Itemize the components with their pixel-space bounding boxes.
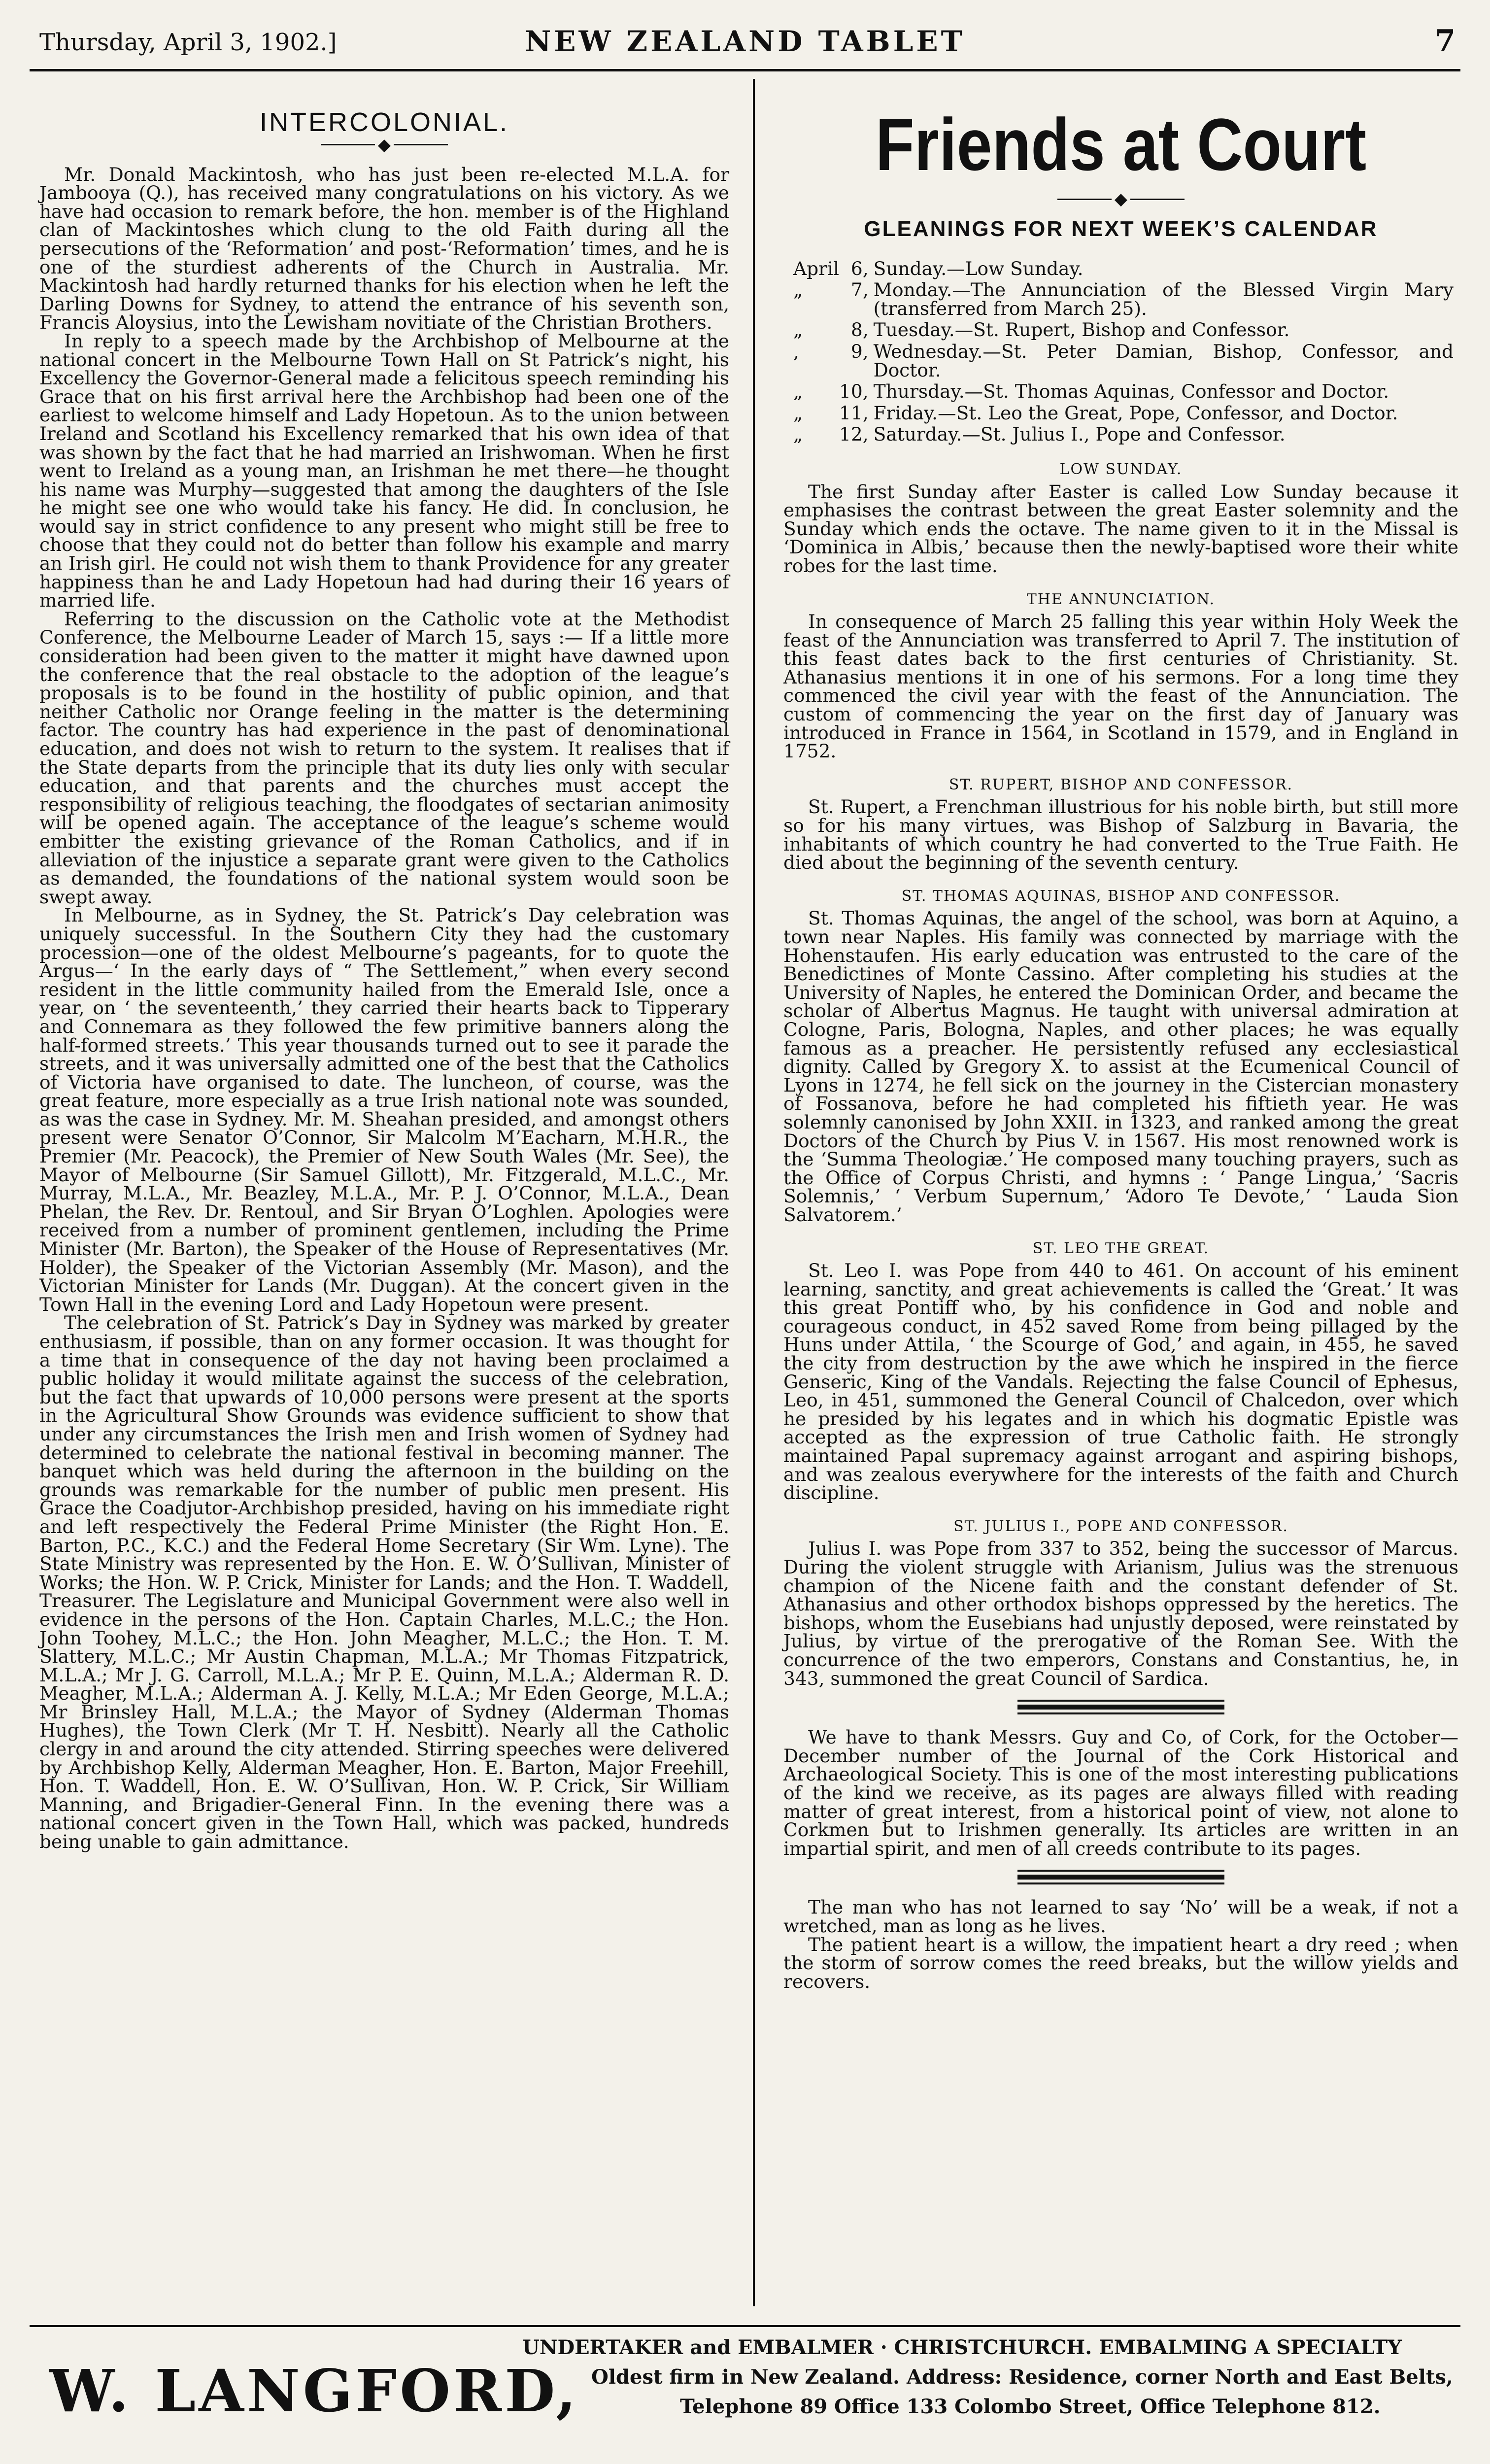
thanks-paragraph: We have to thank Messrs. Guy and Co, of Cork, for the October—December number of the Journal of the Cork Historical and Archaeological Society. This is one of the most interesting publications of the kind we receive, as its pages are always filled with reading matter of great interest, from a historical point of view, not alone to Corkmen but to Irishmen generally. Its articles are written in an impartial spirit, and men of all creeds contribute to its pages. <box>783 1726 1458 1859</box>
calendar-day: 8, <box>850 319 869 341</box>
undertaker-advertisement <box>30 2325 1460 2455</box>
intercolonial-paragraph: Referring to the discussion on the Catholic vote at the Methodist Conference, the Melbourne Leader of March 15, says :— If a little more consideration had been given to the matter it might have dawned upon the conference that the real obstacle to the adoption of the league’s proposals is to be found in the hostility of public opinion, and that neither Catholic nor Orange feeling in the matter is the determining factor. The country has had experience in the past of denominational education, and does not wish to return to the system. It realises that if the State departs from the principle that its duty lies only with secular education, and that parents and the churches must accept the responsibility of religious teaching, the floodgates of sectarian animosity will be opened again. The acceptance of the league’s scheme would embitter the existing grievance of the Roman Catholics, and if in alleviation of the injustice a separate grant were given to the Catholics as demanded, the foundations of the national system would soon be swept away. <box>39 608 729 908</box>
diamond-ornament-icon: ◆ <box>377 135 391 155</box>
advert-name: W. LANGFORD, <box>49 2357 579 2425</box>
calendar-month: „ <box>793 380 803 403</box>
section-heading: THE ANNUNCIATION. <box>1026 590 1216 608</box>
newspaper-page <box>30 15 1460 2461</box>
saying-paragraph: The patient heart is a willow, the impatient heart a dry reed ; when the storm of sorrow comes the reed breaks, but the willow yields and recovers. <box>783 1933 1458 1992</box>
calendar-day: 9, <box>850 340 869 362</box>
gleanings-subtitle: GLEANINGS FOR NEXT WEEK’S CALENDAR <box>864 217 1378 241</box>
calendar-row <box>793 424 1468 445</box>
section-heading: ST. RUPERT, BISHOP AND CONFESSOR. <box>948 776 1293 793</box>
section-heading: ST. LEO THE GREAT. <box>1032 1239 1210 1257</box>
section-text: St. Leo I. was Pope from 440 to 461. On account of his eminent learning, sanctity, and great achievements is called the ‘Great.’ It was this great Pontiff who, by his confidence in God and noble and courageous conduct, in 452 saved Rome from being pillaged by the Huns under Attila, ‘ the Scourge of God,’ and again, in 455, he saved the city from destruction by the awe which he inspired in the fierce Genseric, King of the Vandals. Rejecting the false Council of Ephesus, Leo, in 451, summoned the General Council of Chalcedon, over which he presided by his legates and in which his dogmatic Epistle was accepted as the expression of true Catholic faith. He strongly maintained Papal supremacy against arrogant and aspiring bishops, and was zealous everywhere for the interests of the faith and Church discipline. <box>783 1260 1458 1504</box>
calendar-table <box>793 258 1468 445</box>
newspaper-title: NEW ZEALAND TABLET <box>525 25 965 58</box>
calendar-entry: Sunday.—Low Sunday. <box>873 257 1084 279</box>
calendar-entry: Thursday.—St. Thomas Aquinas, Confessor and Doctor. <box>873 380 1389 403</box>
calendar-month: „ <box>793 319 803 341</box>
intercolonial-paragraph: Mr. Donald Mackintosh, who has just been re-elected M.L.A. for Jambooya (Q.), has received many congratulations on his victory. As we have had occasion to remark before, the hon. member is of the Highland clan of Mackintoshes which clung to the old Faith during all the persecutions of the ‘Reformation’ and post-‘Reformation’ times, and he is one of the sturdiest adherents of the Church in Australia. Mr. Mackintosh had hardly returned thanks for his election when he left the Darling Downs for Sydney, to attend the entrance of his seventh son, Francis Aloysius, into the Lewisham novitiate of the Christian Brothers. <box>39 163 729 334</box>
advert-line-1: UNDERTAKER and EMBALMER · CHRISTCHURCH. EMBALMING A SPECIALTY <box>522 2336 1402 2359</box>
section-text: In consequence of March 25 falling this year within Holy Week the feast of the Annunciation was transferred to April 7. The institution of this feast dates back to the first centuries of Christianity. St. Athanasius mentions it in one of his sermons. For a long time they commenced the civil year with the feast of the Annunciation. The custom of commencing the year on the first day of January was introduced in France in 1564, in Scotland in 1579, and in England in 1752. <box>783 611 1458 762</box>
calendar-day: 7, <box>850 279 869 301</box>
intercolonial-heading: INTERCOLONIAL. <box>259 107 509 137</box>
calendar-month: April <box>793 257 839 279</box>
section-text: St. Thomas Aquinas, the angel of the school, was born at Aquino, a town near Naples. His family was connected by marriage with the Hohenstaufen. His early education was entrusted to the care of the Benedictines of Monte Cassino. After completing his studies at the University of Naples, he entered the Dominican Order, and became the scholar of Albertus Magnus. He taught with universal admiration at Cologne, Paris, Bologna, Naples, and other places; he was equally famous as a preacher. He persistently refused any ecclesiastical dignity. Called by Gregory X. to assist at the Ecumenical Council of Lyons in 1274, he fell sick on the journey in the Cistercian monastery of Fossanova, before he had completed his fiftieth year. He was solemnly canonised by John XXII. in 1323, and ranked among the great Doctors of the Church by Pius V. in 1567. His most renowned work is the ‘Summa Theologiæ.’ He composed many touching prayers, such as the Office of Corpus Christi, and hymns : ‘ Pange Lingua,’ ‘Sacris Solemnis,’ ‘ Verbum Supernum,’ ‘Adoro Te Devote,’ ‘ Lauda Sion Salvatorem.’ <box>783 907 1458 1226</box>
heading-ornament <box>39 134 729 155</box>
diamond-ornament-icon: ◆ <box>1114 189 1128 209</box>
advert-line-2: Oldest firm in New Zealand. Address: Residence, corner North and East Belts, <box>591 2365 1453 2389</box>
intercolonial-paragraph: The celebration of St. Patrick’s Day in Sydney was marked by greater enthusiasm, if possible, than on any former occasion. It was thought for a time that in consequence of the day not having been proclaimed a public holiday it would militate against the success of the celebration, but the fact that upwards of 10,000 persons were present at the sports in the Agricultural Show Grounds was evidence sufficient to show that under any circumstances the Irish men and Irish women of Sydney had determined to celebrate the national festival in becoming manner. The banquet which was held during the afternoon in the building on the grounds was remarkable for the number of public men present. His Grace the Coadjutor-Archbishop presided, having on his immediate right and left respectively the Federal Prime Minister (the Right Hon. E. Barton, P.C., K.C.) and the Federal Home Secretary (Sir Wm. Lyne). The State Ministry was represented by the Hon. E. W. O’Sullivan, Minister of Works; the Hon. W. P. Crick, Minister for Lands; and the Hon. T. Waddell, Treasurer. The Legislature and Municipal Government were also well in evidence in the persons of the Hon. Captain Charles, M.L.C.; the Hon. John Toohey, M.L.C.; the Hon. John Meagher, M.L.C.; the Hon. T. M. Slattery, M.L.C.; Mr Austin Chapman, M.L.A.; Mr Thomas Fitzpatrick, M.L.A.; Mr J. G. Carroll, M.L.A.; Mr P. E. Quinn, M.L.A.; Alderman R. D. Meagher, M.L.A.; Alderman A. J. Kelly, M.L.A.; Mr Eden George, M.L.A.; Mr Brinsley Hall, M.L.A.; the Mayor of Sydney (Alderman Thomas Hughes), the Town Clerk (Mr T. H. Nesbitt). Nearly all the Catholic clergy in and around the city attended. Stirring speeches were delivered by Archbishop Kelly, Alderman Meagher, Hon. E. Barton, Major Freehill, Hon. T. Waddell, Hon. E. W. O’Sullivan, Hon. W. P. Crick, Sir William Manning, and Brigadier-General Finn. In the evening there was a national concert given in the Town Hall, which was packed, hundreds being unable to gain admittance. <box>39 1312 729 1853</box>
intercolonial-column <box>39 79 729 1851</box>
calendar-entry: Monday.—The Annunciation of the Blessed Virgin Mary (transferred from March 25). <box>873 279 1454 319</box>
calendar-day: 12, <box>839 423 869 445</box>
calendar-month: „ <box>793 423 803 445</box>
calendar-row <box>793 341 1468 381</box>
calendar-day: 11, <box>839 402 869 424</box>
calendar-row <box>793 319 1468 341</box>
issue-date: Thursday, April 3, 1902.] <box>39 29 337 56</box>
calendar-month: „ <box>793 279 803 301</box>
calendar-day: 10, <box>839 380 869 403</box>
calendar-row <box>793 381 1468 403</box>
friends-at-court-title: Friends at Court <box>875 103 1367 186</box>
calendar-month: , <box>793 340 799 362</box>
calendar-row <box>793 403 1468 424</box>
calendar-day: 6, <box>850 257 869 279</box>
double-rule-divider <box>1017 1700 1224 1714</box>
section-heading: ST. THOMAS AQUINAS, BISHOP AND CONFESSOR. <box>901 887 1341 905</box>
section-text: The first Sunday after Easter is called Low Sunday because it emphasises the contrast between the great Easter solemnity and the Sunday which ends the octave. The name given to it in the Missal is ‘Dominica in Albis,’ because then the newly-baptised wore their white robes for the last time. <box>783 480 1458 577</box>
double-rule-divider <box>1017 1870 1224 1884</box>
calendar-row <box>793 279 1468 319</box>
calendar-entry: Wednesday.—St. Peter Damian, Bishop, Confessor, and Doctor. <box>873 340 1454 381</box>
section-text: St. Rupert, a Frenchman illustrious for his noble birth, but still more so for his many virtues, was Bishop of Salzburg in Bavaria, the inhabitants of which country he had converted to the True Faith. He died about the beginning of the seventh century. <box>783 796 1458 874</box>
section-text: Julius I. was Pope from 337 to 352, being the successor of Marcus. During the violent struggle with Arianism, Julius was the strenuous champion of the Nicene faith and the constant defender of St. Athanasius and other orthodox bishops oppressed by the heretics. The bishops, whom the Eusebians had unjustly deposed, were reinstated by Julius, by virtue of the prerogative of the Roman See. With the concurrence of the two emperors, Constans and Constantius, he, in 343, summoned the great Council of Sardica. <box>783 1538 1458 1689</box>
calendar-entry: Friday.—St. Leo the Great, Pope, Confessor, and Doctor. <box>873 402 1398 424</box>
section-heading: LOW SUNDAY. <box>1059 460 1183 478</box>
section-heading: ST. JULIUS I., POPE AND CONFESSOR. <box>953 1517 1288 1535</box>
intercolonial-paragraph: In Melbourne, as in Sydney, the St. Patrick’s Day celebration was uniquely successful. In the Southern City they had the customary procession—one of the oldest Melbourne’s pageants, for to quote the Argus—‘ In the early days of “ The Settlement,” when every second resident in the little community hailed from the Emerald Isle, once a year, on ‘ the seventeenth,’ they carried their hearts back to Tipperary and Connemara as they followed the few primitive banners along the half-formed streets.’ This year thousands turned out to see it parade the streets, and it was universally admitted one of the best that the Catholics of Victoria have organised to date. The luncheon, of course, was the great feature, more especially as a true Irish national note was sounded, as was the case in Sydney. Mr. M. Sheahan presided, and amongst others present were Senator O’Connor, Sir Malcolm M’Eacharn, M.H.R., the Premier (Mr. Peacock), the Premier of New South Wales (Mr. See), the Mayor of Melbourne (Sir Samuel Gillott), Mr. Fitzgerald, M.L.C., Mr. Murray, M.L.A., Mr. Beazley, M.L.A., Mr. P. J. O’Connor, M.L.A., Dean Phelan, the Rev. Dr. Rentoul, and Sir Bryan O’Loghlen. Apologies were received from a number of prominent gentlemen, including the Prime Minister (Mr. Barton), the Speaker of the House of Representatives (Mr. Holder), the Speaker of the Victorian Assembly (Mr. Mason), and the Victorian Minister for Lands (Mr. Duggan). At the concert given in the Town Hall in the evening Lord and Lady Hopetoun were present. <box>39 904 729 1315</box>
calendar-entry: Tuesday.—St. Rupert, Bishop and Confessor. <box>873 319 1290 341</box>
calendar-entry: Saturday.—St. Julius I., Pope and Confessor. <box>873 423 1286 445</box>
friends-at-court-column <box>783 79 1458 1991</box>
masthead <box>30 15 1460 71</box>
intercolonial-paragraph: In reply to a speech made by the Archbishop of Melbourne at the national concert in the Melbourne Town Hall on St Patrick’s night, his Excellency the Governor-General made a felicitous speech reminding his Grace that on his first arrival here the Archbishop had been one of the earliest to welcome himself and Lady Hopetoun. As to the union between Ireland and Scotland his Excellency remarked that his own idea of that was shown by the fact that he had married an Irishwoman. When he first went to Ireland as a young man, an Irishman he met there—he thought his name was Murphy—suggested that among the daughters of the Isle he might see one who would take his fancy. He did. In conclusion, he would say in strict confidence to any present who might still be free to choose that they could not do better than follow his example and marry an Irish girl. He could not wish them to thank Providence for any greater happiness than he and Lady Hopetoun had had during their 16 years of married life. <box>39 330 729 612</box>
column-divider <box>753 79 755 2306</box>
advert-line-3: Telephone 89 Office 133 Colombo Street, Office Telephone 812. <box>680 2395 1381 2418</box>
saying-paragraph: The man who has not learned to say ‘No’ will be a weak, if not a wretched, man as long as he lives. <box>783 1896 1458 1937</box>
page-number: 7 <box>1435 24 1456 58</box>
calendar-month: „ <box>793 402 803 424</box>
calendar-row <box>793 258 1468 280</box>
title-ornament <box>783 188 1458 209</box>
